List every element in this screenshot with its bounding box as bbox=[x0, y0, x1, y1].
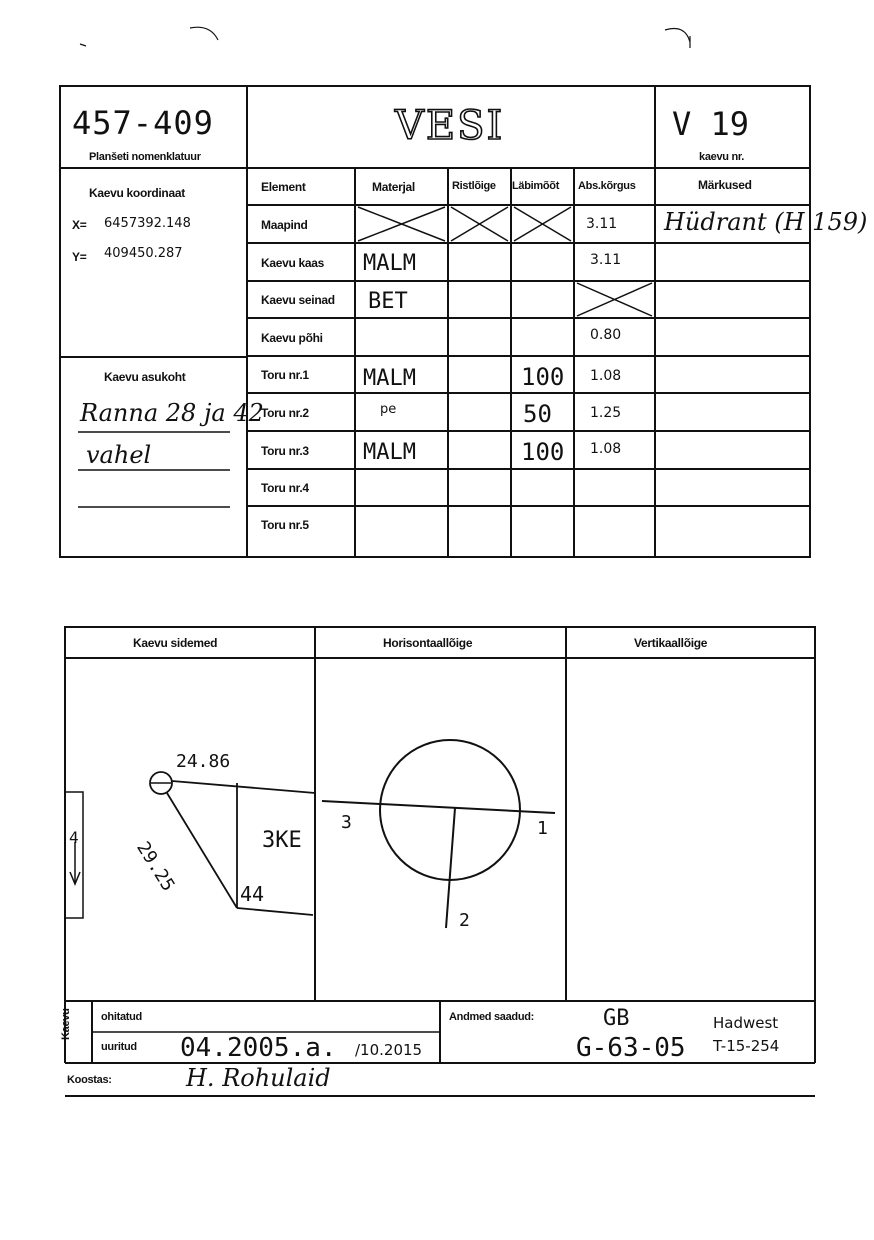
distance-label: 29.25 bbox=[132, 838, 179, 896]
row-element: Toru nr.4 bbox=[261, 481, 309, 495]
compiler-name: H. Rohulaid bbox=[186, 1064, 331, 1092]
pipe-number: 1 bbox=[537, 818, 548, 839]
form-title: VESI bbox=[395, 103, 505, 149]
location-line-1: Ranna 28 ja 42 bbox=[80, 399, 264, 427]
abs-height-cell: 1.25 bbox=[590, 405, 622, 421]
coordinates-heading: Kaevu koordinaat bbox=[89, 186, 185, 200]
abs-height-cell: 1.08 bbox=[590, 368, 622, 384]
footer-side-label: Kaevu bbox=[60, 1008, 72, 1040]
hadwest-label: Hadwest bbox=[713, 1014, 779, 1032]
hadwest-code: T-15-254 bbox=[713, 1037, 780, 1055]
material-cell: MALM bbox=[363, 440, 416, 465]
row-element: Kaevu põhi bbox=[261, 331, 323, 345]
col-vertical-section: Vertikaallõige bbox=[634, 636, 708, 650]
house-number-label: 44 bbox=[240, 882, 265, 906]
nomenclature-label: Planšeti nomenklatuur bbox=[89, 151, 201, 163]
compiler-label: Koostas: bbox=[67, 1074, 112, 1086]
row-element: Kaevu seinad bbox=[261, 293, 335, 307]
abs-height-cell: 3.11 bbox=[590, 252, 622, 268]
measured-date: 04.2005.a. bbox=[180, 1033, 337, 1063]
row-element: Toru nr.3 bbox=[261, 444, 309, 458]
data-source-2: G-63-05 bbox=[576, 1033, 686, 1063]
col-connections: Kaevu sidemed bbox=[133, 636, 218, 650]
abs-height-cell: 1.08 bbox=[590, 441, 622, 457]
col-element: Element bbox=[261, 180, 306, 194]
measured-date-suffix: /10.2015 bbox=[355, 1041, 423, 1059]
row-element: Toru nr.1 bbox=[261, 368, 309, 382]
material-cell: MALM bbox=[363, 366, 416, 391]
diameter-cell: 50 bbox=[523, 400, 552, 428]
nomenclature-value: 457-409 bbox=[72, 104, 214, 142]
y-value: 409450.287 bbox=[104, 246, 183, 261]
col-horizontal-section: Horisontaallõige bbox=[383, 636, 473, 650]
data-received-label: Andmed saadud: bbox=[449, 1011, 535, 1023]
abs-height-cell: 3.11 bbox=[586, 216, 618, 232]
abs-height-cell: 0.80 bbox=[590, 327, 622, 343]
house-number-label: 4 bbox=[69, 828, 79, 847]
diameter-cell: 100 bbox=[521, 363, 565, 391]
checked-label: ohitatud bbox=[101, 1011, 142, 1023]
distance-label: 24.86 bbox=[176, 751, 231, 772]
row-element: Kaevu kaas bbox=[261, 256, 325, 270]
row-element: Toru nr.2 bbox=[261, 406, 309, 420]
row-element: Toru nr.5 bbox=[261, 518, 309, 532]
measured-label: uuritud bbox=[101, 1041, 137, 1053]
well-number: V 19 bbox=[672, 105, 750, 143]
well-label: 3KE bbox=[262, 828, 302, 853]
material-cell: BET bbox=[368, 289, 408, 314]
well-number-label: kaevu nr. bbox=[699, 151, 744, 163]
col-abs-height: Abs.kõrgus bbox=[578, 180, 636, 192]
col-cross-section: Ristlõige bbox=[452, 180, 496, 192]
location-heading: Kaevu asukoht bbox=[104, 370, 186, 384]
data-source-1: GB bbox=[603, 1006, 630, 1031]
pipe-number: 3 bbox=[341, 812, 352, 833]
material-cell: MALM bbox=[363, 251, 416, 276]
pipe-number: 2 bbox=[459, 910, 470, 931]
note-cell: Hüdrant (H 159) bbox=[664, 208, 868, 236]
x-label: X= bbox=[72, 218, 87, 232]
col-diameter: Läbimõõt bbox=[512, 180, 560, 192]
row-element: Maapind bbox=[261, 218, 308, 232]
col-material: Materjal bbox=[372, 180, 415, 194]
col-notes: Märkused bbox=[698, 178, 752, 192]
x-value: 6457392.148 bbox=[104, 216, 191, 231]
diameter-cell: 100 bbox=[521, 438, 565, 466]
y-label: Y= bbox=[72, 250, 87, 264]
location-line-2: vahel bbox=[86, 441, 152, 469]
material-cell: pe bbox=[380, 402, 397, 417]
